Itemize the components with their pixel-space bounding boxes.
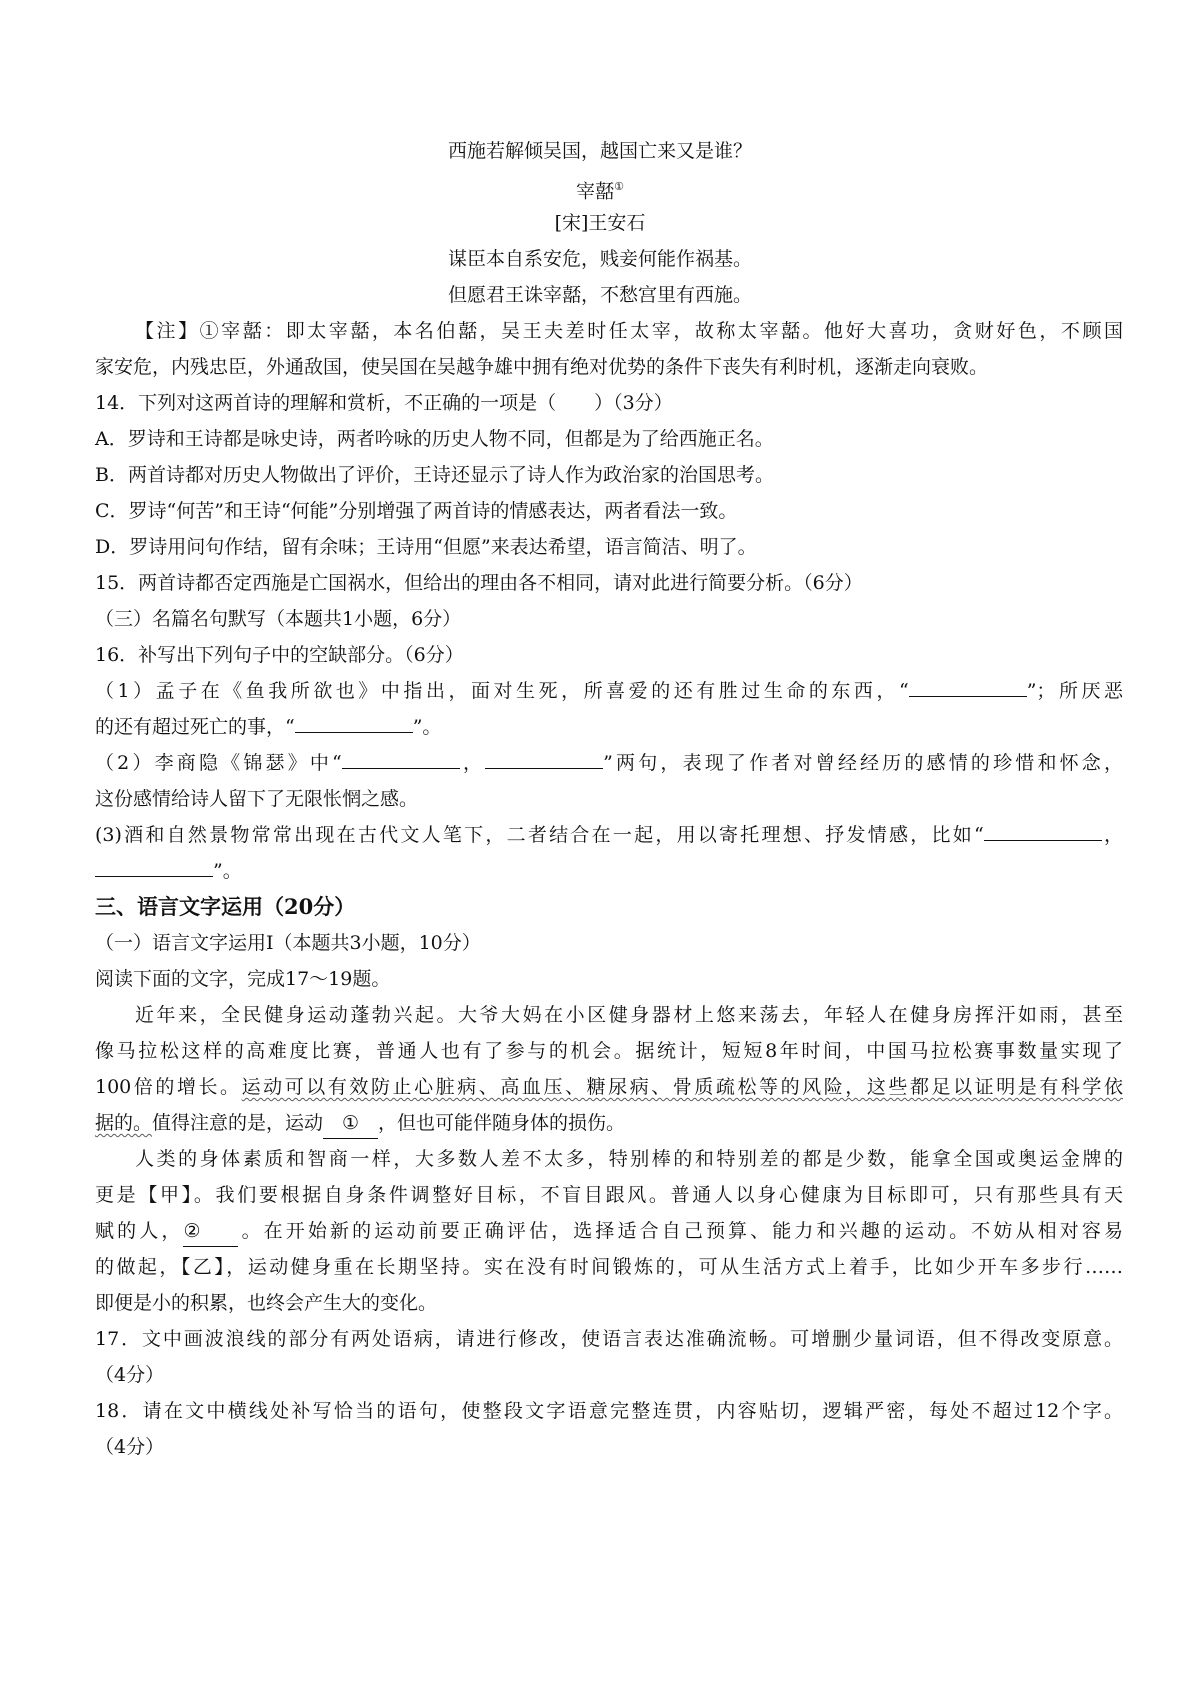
passage-p2-line2: 更是【甲】。我们要根据自身条件调整好目标，不盲目跟风。普通人以身心健康为目标即可，只有那些具有天 xyxy=(95,1184,1123,1206)
q15-stem: 15．两首诗都否定西施是亡国祸水，但给出的理由各不相同，请对此进行简要分析。（6分） xyxy=(95,572,863,594)
q16-part1-text-c: 的还有超过死亡的事，“ xyxy=(95,716,295,738)
q17-line1: 17．文中画波浪线的部分有两处语病，请进行修改，使语言表达准确流畅。可增删少量词语，但不得改变原意。 xyxy=(95,1328,1123,1350)
part3-instruction: 阅读下面的文字，完成17～19题。 xyxy=(95,968,391,990)
q18-line2: （4分） xyxy=(95,1436,165,1458)
q16-part1-text-a: （1）孟子在《鱼我所欲也》中指出，面对生死，所喜爱的还有胜过生命的东西，“ xyxy=(95,680,909,702)
q14-option-a: A．罗诗和王诗都是咏史诗，两者吟咏的历史人物不同，但都是为了给西施正名。 xyxy=(95,428,774,450)
q16-blank-4[interactable] xyxy=(485,748,603,769)
q14-option-d: D．罗诗用问句作结，留有余味；王诗用“但愿”来表达希望，语言简洁、明了。 xyxy=(95,536,757,558)
q16-part2-text-c: ”两句，表现了作者对曾经经历的感情的珍惜和怀念， xyxy=(603,752,1123,774)
poem2-title xyxy=(0,172,1200,206)
poem1-last-line: 西施若解倾吴国，越国亡来又是谁？ xyxy=(447,140,752,162)
passage-p2-line3-a: 赋的人， xyxy=(95,1220,184,1242)
q16-part3-text-c: ”。 xyxy=(213,860,242,882)
q18-line1: 18．请在文中横线处补写恰当的语句，使整段文字语意完整连贯，内容贴切，逻辑严密，每处不超过12个字。 xyxy=(95,1400,1123,1422)
passage-p2-line3 xyxy=(95,1216,1123,1247)
q16-blank-1[interactable] xyxy=(909,676,1027,697)
passage-p1-line3 xyxy=(95,1072,1123,1102)
passage-p1-line3-plain: 100倍的增长。 xyxy=(95,1076,242,1098)
poem2-line-1: 谋臣本自系安危，贱妾何能作祸基。 xyxy=(447,248,752,270)
q16-part3-text-b: ， xyxy=(1101,824,1123,846)
q14-stem: 14．下列对这两首诗的理解和赏析，不正确的一项是（ ）（3分） xyxy=(95,392,673,414)
wavy-underlined-sentence-1: 运动可以有效防止心脏病、高血压、糖尿病、骨质疏松等的风险，这些都足以证明是有科学依 xyxy=(241,1076,1123,1098)
poem2-note-mark: ① xyxy=(614,180,624,193)
q14-option-c: C．罗诗“何苦”和王诗“何能”分别增强了两首诗的情感表达，两者看法一致。 xyxy=(95,500,738,522)
q16-blank-5[interactable] xyxy=(984,820,1102,841)
note-line-2: 家安危，内残忠臣，外通敌国，使吴国在吴越争雄中拥有绝对优势的条件下丧失有利时机，逐渐走向衰败。 xyxy=(95,356,989,378)
q16-part1-line1 xyxy=(95,676,1123,706)
poem2-author: [宋]王安石 xyxy=(554,212,646,234)
passage-p2-line4: 的做起，【乙】，运动健身重在长期坚持。实在没有时间锻炼的，可从生活方式上着手，比如少开车多步行…… xyxy=(95,1256,1123,1278)
passage-p1-line1: 近年来，全民健身运动蓬勃兴起。大爷大妈在小区健身器材上悠来荡去，年轻人在健身房挥汗如雨，甚至 xyxy=(135,1004,1123,1026)
q16-part3-line1 xyxy=(95,820,1123,850)
poem2-title-text: 宰嚭 xyxy=(576,180,615,203)
passage-p1-line4-a: 值得注意的是，运动 xyxy=(152,1112,324,1134)
q16-stem: 16．补写出下列句子中的空缺部分。（6分） xyxy=(95,644,464,666)
passage-p1-line2: 像马拉松这样的高难度比赛，普通人也有了参与的机会。据统计，短短8年时间，中国马拉松赛事数量实现了 xyxy=(95,1040,1123,1062)
blank-2-marker[interactable]: ② xyxy=(183,1216,238,1247)
q16-part3-line2 xyxy=(95,856,242,886)
q16-part3-text-a: (3)酒和自然景物常常出现在古代文人笔下，二者结合在一起，用以寄托理想、抒发情感，比如“ xyxy=(95,824,984,846)
section-dictation-heading: （三）名篇名句默写（本题共1小题，6分） xyxy=(95,608,462,630)
q16-blank-6[interactable] xyxy=(95,856,213,877)
passage-p1-line4-b: ，但也可能伴随身体的损伤。 xyxy=(378,1112,626,1134)
q16-part1-text-d: ”。 xyxy=(412,716,442,738)
passage-p2-line3-b: 。在开始新的运动前要正确评估，选择适合自己预算、能力和兴趣的运动。不妨从相对容易 xyxy=(238,1220,1123,1242)
part3-heading: 三、语言文字运用（20分） xyxy=(95,894,356,919)
passage-p2-line5: 即便是小的积累，也终会产生大的变化。 xyxy=(95,1292,438,1314)
q16-part1-line2 xyxy=(95,712,441,742)
q16-blank-2[interactable] xyxy=(295,712,413,733)
wavy-underlined-sentence-2: 据的。 xyxy=(95,1112,153,1134)
q16-part2-text-b: ， xyxy=(459,752,486,774)
q16-part1-text-b: ”；所厌恶 xyxy=(1026,680,1123,702)
q16-blank-3[interactable] xyxy=(342,748,460,769)
q16-part2-text-a: （2）李商隐《锦瑟》中“ xyxy=(95,752,342,774)
passage-p1-line4 xyxy=(95,1108,625,1139)
blank-1-marker[interactable]: ① xyxy=(323,1108,378,1139)
q17-line2: （4分） xyxy=(95,1364,165,1386)
q14-option-b: B．两首诗都对历史人物做出了评价，王诗还显示了诗人作为政治家的治国思考。 xyxy=(95,464,774,486)
note-line-1: 【注】①宰嚭：即太宰嚭，本名伯嚭，吴王夫差时任太宰，故称太宰嚭。他好大喜功，贪财好色，不顾国 xyxy=(135,320,1123,342)
q16-part2-line1 xyxy=(95,748,1123,778)
part3-sub-heading: （一）语言文字运用Ⅰ（本题共3小题，10分） xyxy=(95,932,481,954)
poem2-line-2: 但愿君王诛宰嚭，不愁宫里有西施。 xyxy=(447,284,752,306)
passage-p2-line1: 人类的身体素质和智商一样，大多数人差不太多，特别棒的和特别差的都是少数，能拿全国或奥运金牌的 xyxy=(135,1148,1123,1170)
q16-part2-line2: 这份感情给诗人留下了无限怅惘之感。 xyxy=(95,788,419,810)
